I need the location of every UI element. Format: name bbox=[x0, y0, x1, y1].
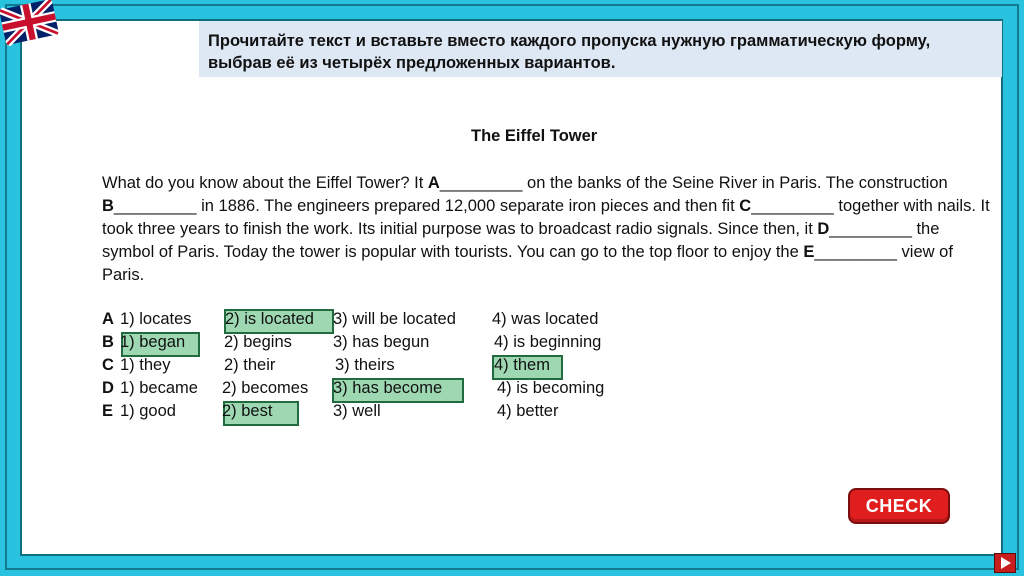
next-arrow-icon[interactable] bbox=[994, 553, 1016, 573]
check-button[interactable]: CHECK bbox=[848, 488, 950, 524]
answer-option-a-4[interactable]: 4) was located bbox=[492, 310, 599, 328]
answer-option-d-1[interactable]: 1) became bbox=[120, 379, 198, 397]
answer-option-e-3[interactable]: 3) well bbox=[333, 402, 381, 420]
answer-option-a-2[interactable]: 2) is located bbox=[225, 310, 314, 328]
answer-option-e-2[interactable]: 2) best bbox=[222, 402, 273, 420]
gap-label-d: D bbox=[817, 220, 830, 238]
gap-label-c: C bbox=[739, 197, 752, 215]
answer-option-d-3[interactable]: 3) has become bbox=[333, 379, 443, 397]
answer-option-b-3[interactable]: 3) has begun bbox=[333, 333, 430, 351]
answer-option-d-4[interactable]: 4) is becoming bbox=[497, 379, 605, 397]
answer-option-c-2[interactable]: 2) their bbox=[224, 356, 276, 374]
answer-option-c-4[interactable]: 4) them bbox=[494, 356, 550, 374]
content-panel bbox=[20, 19, 1003, 556]
answer-option-b-4[interactable]: 4) is beginning bbox=[494, 333, 602, 351]
passage-text: _________ view of Paris. bbox=[102, 243, 953, 284]
answer-option-c-3[interactable]: 3) theirs bbox=[335, 356, 395, 374]
gap-label-a: A bbox=[427, 174, 440, 192]
gap-label-b: B bbox=[102, 197, 114, 215]
answer-option-e-4[interactable]: 4) better bbox=[497, 402, 559, 420]
reading-passage bbox=[102, 172, 992, 287]
answer-option-d-2[interactable]: 2) becomes bbox=[222, 379, 309, 397]
answer-option-c-1[interactable]: 1) they bbox=[120, 356, 171, 374]
answer-option-a-3[interactable]: 3) will be located bbox=[333, 310, 456, 328]
gap-label-e: E bbox=[803, 243, 815, 261]
question-letter: C bbox=[102, 356, 114, 374]
passage-text: _________ in 1886. The engineers prepared 12,000 separate iron pieces and then fit bbox=[113, 197, 740, 215]
question-letter: D bbox=[102, 379, 114, 397]
passage-text: _________ together with nails. It took three years to finish the work. Its initial purpose was to broadcast radio signals. Since then, it bbox=[102, 197, 990, 238]
question-letter: E bbox=[102, 402, 114, 420]
passage-text: _________ the symbol of Paris. Today the tower is popular with tourists. You can go to the top floor to enjoy the bbox=[102, 220, 940, 261]
task-instruction: Прочитайте текст и вставьте вместо каждого пропуска нужную грамматическую форму, выбрав её из четырёх предложенных вариантов. bbox=[199, 21, 1002, 77]
answer-option-e-1[interactable]: 1) good bbox=[120, 402, 176, 420]
text-title: The Eiffel Tower bbox=[471, 127, 598, 145]
question-letter: A bbox=[102, 310, 114, 328]
question-letter: B bbox=[102, 333, 114, 351]
answer-option-a-1[interactable]: 1) locates bbox=[120, 310, 192, 328]
answer-option-b-1[interactable]: 1) began bbox=[120, 333, 186, 351]
passage-text: What do you know about the Eiffel Tower? It bbox=[102, 174, 428, 192]
answer-option-b-2[interactable]: 2) begins bbox=[224, 333, 292, 351]
passage-text: _________ on the banks of the Seine River in Paris. The construction bbox=[439, 174, 948, 192]
